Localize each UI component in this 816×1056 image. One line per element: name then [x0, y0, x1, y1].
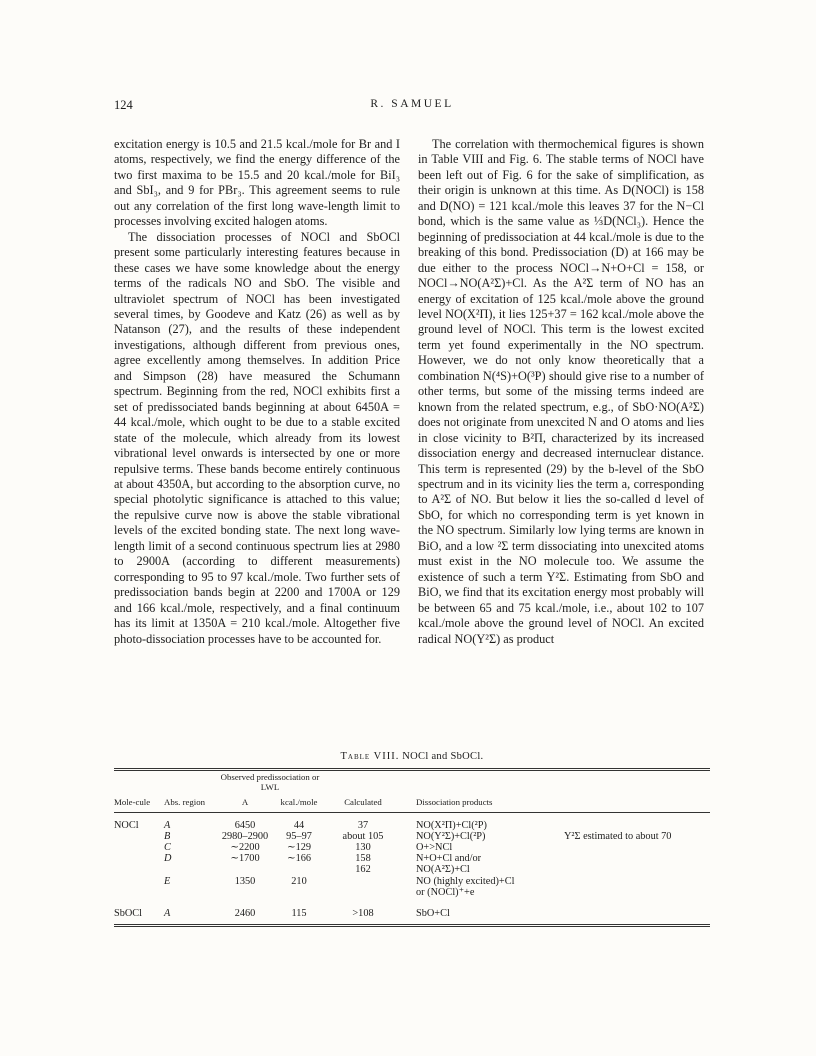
page-header — [114, 98, 710, 118]
cell-calculated: 37 — [357, 819, 369, 831]
cell-region — [164, 864, 216, 875]
header-molecule: Mole-cule — [114, 797, 151, 807]
table-row — [114, 876, 710, 887]
table-caption-label: Table VIII. — [340, 751, 400, 762]
table-row — [114, 842, 710, 853]
table-row — [114, 853, 710, 864]
cell-note: Y²Σ estimated to about 70 — [564, 830, 672, 842]
cell-dissociation: NO(Y²Σ)+Cl(²P) — [416, 830, 486, 842]
cell-dissociation: NO (highly excited)+Cl — [416, 875, 515, 887]
header-abs-region: Abs. region — [164, 797, 206, 807]
cell-kcal: 115 — [291, 907, 307, 919]
cell-calculated: 162 — [355, 864, 371, 876]
cell-kcal: 44 — [293, 819, 305, 831]
table-bottom-rule — [114, 924, 710, 927]
cell-dissociation: O+>NCl — [416, 841, 453, 853]
header-dissociation: Dissociation products — [416, 797, 493, 807]
header-calculated: Calculated — [344, 797, 382, 807]
cell-molecule — [114, 864, 164, 875]
cell-region — [164, 908, 216, 924]
data-table — [114, 771, 710, 924]
table-row — [114, 908, 710, 924]
page-number: 124 — [114, 98, 133, 112]
cell-note — [564, 842, 710, 853]
cell-dissociation: N+O+Cl and/or — [416, 853, 482, 865]
header-kcal: kcal./mole — [280, 797, 318, 807]
table-row — [114, 887, 710, 898]
cell-molecule — [114, 876, 164, 887]
cell-molecule — [114, 887, 164, 898]
cell-region — [164, 842, 216, 853]
cell-A — [216, 887, 274, 898]
cell-molecule — [114, 831, 164, 842]
cell-note — [564, 908, 710, 924]
cell-note — [564, 887, 710, 898]
paragraph: The dissociation processes of NOCl and SbOCl present some particularly interesting features because in these cases we have some knowledge about the energy terms of the radicals NO and SbO. The visible and ultraviolet spectrum of NOCl has been investigated several times, by Goodeve and Katz (26) as well as by Natanson (27), and the results of these independent investigations, although different from previous ones, agree excellently among themselves. In addition Price and Simpson (28) have measured the Schumann spectrum. Beginning from the red, NOCl exhibits first a set of predissociated bands beginning at about 6450A = 44 kcal./mole, which ought to be due to a stable excited state of the molecule, which already from its lowest vibrational level onwards is intersected by one or more repulsive terms. These bands become entirely continuous at about 4350A, but according to the absorption curve, no special photolytic significance is attached to this value; the repulsive curve now is above the stable vibrational levels of the excited bonding state. The next long wave-length limit of a second continuous spectrum lies at 2980 to 2900A (according to different measurements) corresponding to 95 to 97 kcal./mole. Two further sets of predissociation bands begin at 2200 and 1700A or 129 and 166 kcal./mole, respectively, and a final continuum has its limit at 1350A = 210 kcal./mole. Altogether five photo-dissociation processes have to be accounted for. — [114, 229, 400, 646]
cell-dissociation: NO(X²Π)+Cl(²P) — [416, 819, 487, 831]
cell-A — [216, 864, 274, 875]
cell-region — [164, 831, 216, 842]
cell-region — [164, 853, 216, 864]
cell-kcal: ∼166 — [286, 853, 312, 865]
cell-kcal: ∼129 — [286, 841, 312, 853]
cell-calculated — [324, 876, 402, 887]
cell-note — [564, 876, 710, 887]
cell-region-text: C — [164, 841, 171, 853]
cell-calculated: 158 — [355, 853, 371, 865]
cell-kcal — [274, 864, 324, 875]
cell-A: 2460 — [234, 907, 256, 919]
cell-molecule: SbOCl — [114, 907, 143, 919]
paragraph: The correlation with thermochemical figures is shown in Table VIII and Fig. 6. The stable terms of NOCl have been left out of Fig. 6 for the sake of simplification, as their origin is unknown at this time. As D(NOCl) is 158 and D(NO) = 121 kcal./mole this leaves 37 for the N−Cl bond, which is the same value as ⅓D(NCl₃). Hence the beginning of predissociation at 44 kcal./mole is due to the breaking of this bond. Predissociation (D) at 166 may be due either to the process NOCl→N+O+Cl = 158, or NOCl→NO(A²Σ)+Cl. As the A²Σ term of NO has an energy of excitation of 125 kcal./mole above the ground level NO(X²Π), it lies 125+37 = 162 kcal./mole above the ground level of NOCl. This term is the lowest excited term yet found experimentally in the NO spectrum. However, we do not only know theoretically that a combination N(⁴S)+O(³P) should give rise to a number of other terms, but some of the missing terms indeed are known from the related spectrum, e.g., of SbO·NO(A²Σ) does not originate from unexcited N and O atoms and lies in close vicinity to B²Π, characterized by its increased dissociation energy and decreased internuclear distance. This term is represented (29) by the b-level of the SbO spectrum and in its vicinity lies the term a, corresponding to A²Σ of NO. But below it lies the so-called d level of SbO, for which no corresponding term is yet known in the NO spectrum. Similarly low lying terms are known in BiO, and a low ²Σ term dissociating into unexcited atoms must exist in the NO molecule too. We assume the existence of such a term Y²Σ. Estimating from SbO and BiO, we find that its excitation energy most probably will be between 65 and 75 kcal./mole, i.e., about 102 to 107 kcal./mole above the ground level of NOCl. An excited radical NO(Y²Σ) as product — [418, 137, 704, 646]
header-observed: Observed predissociation or LWL — [220, 772, 320, 792]
left-column — [114, 137, 400, 647]
cell-region-text: D — [164, 853, 172, 865]
cell-region — [164, 816, 216, 831]
header-note — [564, 771, 710, 812]
paragraph: excitation energy is 10.5 and 21.5 kcal./mole for Br and I atoms, respectively, we find the energy difference of the two first maxima to be 15.5 and 20 kcal./mole for BiI₃ and SbI₃, and 9 for PBr₃. This agreement seems to rule out any correlation of the first long wave-length limit to processes involving excited halogen atoms. — [114, 137, 400, 229]
table-row — [114, 816, 710, 831]
table-row — [114, 831, 710, 842]
running-head: R. SAMUEL — [370, 98, 454, 110]
cell-calculated: >108 — [352, 907, 374, 919]
cell-A: 1350 — [234, 875, 256, 887]
cell-calculated: about 105 — [342, 830, 384, 842]
cell-calculated — [324, 887, 402, 898]
cell-dissociation: NO(A²Σ)+Cl — [416, 864, 470, 876]
cell-calculated: 130 — [355, 841, 371, 853]
cell-note — [564, 816, 710, 831]
cell-kcal: 95–97 — [286, 830, 312, 842]
cell-dissociation: SbO+Cl — [416, 907, 450, 919]
cell-region-text: A — [164, 819, 171, 831]
cell-A: ∼2200 — [230, 841, 260, 853]
cell-region-text: B — [164, 830, 171, 842]
cell-region-text: E — [164, 875, 171, 887]
table-viii — [114, 768, 710, 927]
cell-dissociation: or (NOCl)⁺+e — [416, 886, 475, 898]
cell-kcal: 210 — [291, 875, 307, 887]
cell-molecule: NOCl — [114, 819, 139, 831]
cell-region — [164, 887, 216, 898]
cell-region — [164, 876, 216, 887]
cell-molecule — [114, 842, 164, 853]
table-spacer-row — [114, 898, 710, 908]
cell-A: 2980–2900 — [221, 830, 269, 842]
cell-molecule — [114, 853, 164, 864]
cell-A: 6450 — [234, 819, 256, 831]
cell-A: ∼1700 — [230, 853, 260, 865]
table-caption — [114, 751, 710, 762]
table-row — [114, 864, 710, 875]
table-caption-text: NOCl and SbOCl. — [402, 751, 484, 762]
cell-kcal — [274, 887, 324, 898]
cell-note — [564, 853, 710, 864]
right-column — [418, 137, 704, 647]
cell-region-text: A — [164, 907, 171, 919]
header-A: A — [241, 797, 249, 807]
table-header-row-group — [114, 771, 710, 796]
cell-note — [564, 864, 710, 875]
